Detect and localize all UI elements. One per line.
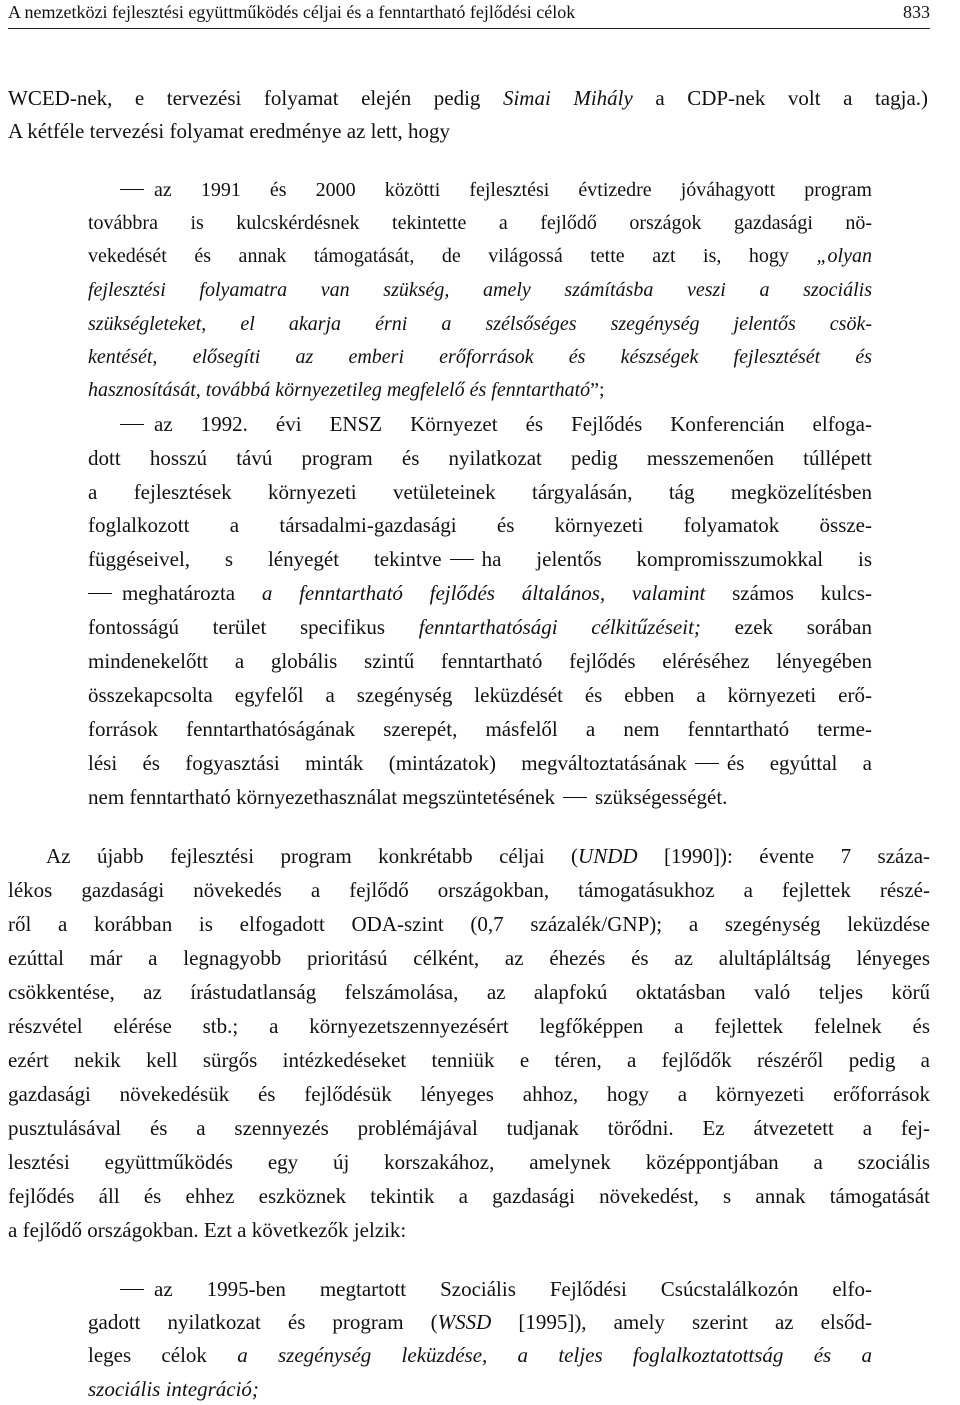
bullet-1-line-6: kentését, elősegíti az emberi erőforrások és készségek fejlesztését és xyxy=(88,346,872,368)
author-name: Simai Mihály xyxy=(502,86,633,110)
paragraph-line-10: lesztési együttműködés egy új korszakához, amelynek középpontjában a szociális xyxy=(8,1150,930,1174)
header-divider xyxy=(8,28,930,29)
bullet-2-line-6: meghatározta a fenntartható fejlődés általános, valamint számos kulcs- xyxy=(88,580,872,606)
dash-separator xyxy=(563,797,587,798)
dash-separator xyxy=(695,763,719,764)
dash-bullet xyxy=(120,189,144,190)
bullet-2-line-10: források fenntarthatóságának szerepét, másfelől a nem fenntartható terme- xyxy=(88,717,872,741)
bullet-3-line-3: leges célok a szegénység leküzdése, a teljes foglalkoztatottság és a xyxy=(88,1343,872,1367)
bullet-2-line-3: a fejlesztések környezeti vetületeinek tárgyalásán, tág megközelítésben xyxy=(88,480,872,504)
paragraph-line-5: csökkentése, az írástudatlanság felszámolása, az alapfokú oktatásban való teljes körű xyxy=(8,980,930,1004)
paragraph-line-6: részvétel elérése stb.; a környezetszennyezésért legfőképpen a fejlettek felelnek és xyxy=(8,1014,930,1038)
paragraph-line-3: ről a korábban is elfogadott ODA-szint (0,7 százalék/GNP); a szegénység leküzdése xyxy=(8,912,930,936)
bullet-2-line-8: mindenekelőtt a globális szintű fenntartható fejlődés eléréséhez lényegében xyxy=(88,649,872,673)
running-header xyxy=(8,2,930,24)
dash-bullet xyxy=(120,424,144,425)
paragraph-line-7: ezért nekik kell sürgős intézkedéseket tenniük e téren, a fejlődők részéről pedig a xyxy=(8,1048,930,1072)
paragraph-line-8: gazdasági növekedésük és fejlődésük lényeges ahhoz, hogy a környezeti erőforrások xyxy=(8,1082,930,1106)
bullet-2-line-5: függéseivel, s lényegét tekintve ha jelentős kompromisszumokkal is xyxy=(88,547,873,571)
bullet-3-line-2: gadott nyilatkozat és program (WSSD [1995]), amely szerint az elsőd- xyxy=(88,1310,872,1334)
paragraph-line-4: ezúttal már a legnagyobb prioritású célként, az éhezés és az alultápláltság lényeges xyxy=(8,946,930,970)
dash-separator xyxy=(88,593,112,594)
paragraph-line-11: fejlődés áll és ehhez eszköznek tekintik a gazdasági növekedést, s annak támogatását xyxy=(8,1184,930,1208)
bullet-3-line-1: az 1995-ben megtartott Szociális Fejlődési Csúcstalálkozón elfo- xyxy=(120,1276,872,1302)
bullet-2-line-12: nem fenntartható környezethasználat megszüntetésének szükségességét. xyxy=(88,785,728,809)
bullet-2-line-1: az 1992. évi ENSZ Környezet és Fejlődés Konferencián elfoga- xyxy=(120,411,872,437)
paragraph-line-1: Az újabb fejlesztési program konkrétabb céljai (UNDD [1990]): évente 7 száza- xyxy=(46,844,931,868)
bullet-2-line-9: összekapcsolta egyfelől a szegénység leküzdését és ebben a környezeti erő- xyxy=(88,683,872,707)
bullet-1-line-2: továbbra is kulcskérdésnek tekintette a fejlődő országok gazdasági nö- xyxy=(88,212,872,234)
bullet-3-line-4: szociális integráció; xyxy=(88,1377,259,1401)
bullet-1-line-3: vekedését és annak támogatását, de világossá tette azt is, hogy „olyan xyxy=(88,245,872,267)
bullet-2-line-11: lési és fogyasztási minták (mintázatok) megváltoztatásának és egyúttal a xyxy=(88,751,872,775)
dash-bullet xyxy=(120,1289,144,1290)
bullet-1-line-1: az 1991 és 2000 közötti fejlesztési évtizedre jóváhagyott program xyxy=(120,177,872,203)
bullet-1-line-4: fejlesztési folyamatra van szükség, amely számításba veszi a szociális xyxy=(88,279,872,301)
bullet-2-line-4: foglalkozott a társadalmi-gazdasági és környezeti folyamatok össze- xyxy=(88,513,872,537)
bullet-1-line-5: szükségleteket, el akarja érni a szélsőséges szegénység jelentős csök- xyxy=(88,313,872,335)
bullet-2-line-2: dott hosszú távú program és nyilatkozat pedig messzemenően túllépett xyxy=(88,446,872,470)
intro-line-1: WCED-nek, e tervezési folyamat elején pedig Simai Mihály a CDP-nek volt a tagja.) xyxy=(8,86,929,110)
paragraph-line-9: pusztulásával és a szennyezés problémájával tudjanak törődni. Ez átvezetett a fej- xyxy=(8,1116,930,1140)
dash-separator xyxy=(450,559,474,560)
bullet-1-line-7: hasznosítását, továbbá környezetileg megfelelő és fenntartható”; xyxy=(88,379,605,401)
header-title: A nemzetközi fejlesztési együttműködés céljai és a fenntartható fejlődési célok xyxy=(8,2,576,22)
page-number: 833 xyxy=(903,2,930,22)
bullet-2-line-7: fontosságú terület specifikus fenntarthatósági célkitűzéseit; ezek sorában xyxy=(88,615,873,639)
paragraph-line-12: a fejlődő országokban. Ezt a következők jelzik: xyxy=(8,1218,407,1242)
paragraph-line-2: lékos gazdasági növekedés a fejlődő országokban, támogatásukhoz a fejlettek részé- xyxy=(8,878,930,902)
intro-line-2: A kétféle tervezési folyamat eredménye az lett, hogy xyxy=(8,119,450,143)
